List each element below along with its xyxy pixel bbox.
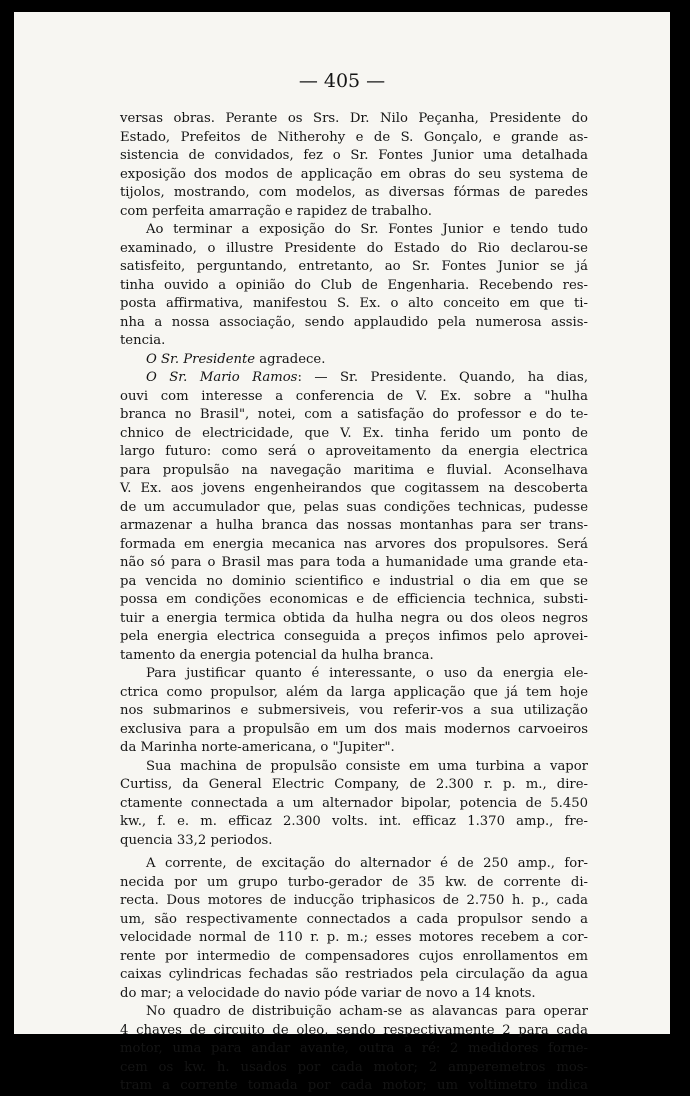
- text-line: tencia.: [120, 333, 166, 348]
- text-line: pa vencida no dominio scientifico e industrial o dia em que se: [120, 573, 588, 589]
- text-line: Ao terminar a exposição do Sr. Fontes Junior e tendo tudo: [146, 222, 588, 237]
- text-line: versas obras. Perante os Srs. Dr. Nilo Peçanha, Presidente do: [120, 111, 588, 126]
- text-line: largo futuro: como será o aproveitamento da energia electrica: [120, 444, 588, 459]
- text-line: formada em energia mecanica nas arvores dos propulsores. Será: [120, 536, 588, 552]
- text-line: branca no Brasil", notei, com a satisfação do professor e do te-: [120, 407, 588, 422]
- text-line: com perfeita amarração e rapidez de trabalho.: [120, 203, 432, 219]
- text-line: ctrica como propulsor, além da larga applicação que já tem hoje: [120, 684, 588, 700]
- text-line: [120, 351, 588, 370]
- speaker-text: : — Sr. Presidente. Quando, ha dias,: [297, 370, 589, 385]
- text-line: Para justificar quanto é interessante, o uso da energia ele-: [146, 666, 588, 681]
- text-line: sistencia de convidados, fez o Sr. Fontes Junior uma detalhada: [120, 148, 588, 163]
- text-line: velocidade normal de 110 r. p. m.; esses motores recebem a cor-: [120, 930, 588, 945]
- text-line: para propulsão na navegação maritima e fluvial. Aconselhava: [120, 462, 588, 478]
- text-line: tamento da energia potencial da hulha branca.: [120, 647, 434, 663]
- text-line: um, são respectivamente connectados a cada propulsor sendo a: [120, 911, 588, 927]
- text-line: ouvi com interesse a conferencia de V. Ex. sobre a "hulha: [120, 388, 588, 404]
- speaker-prefix: O Sr.: [146, 351, 184, 367]
- text-body: [120, 110, 588, 1096]
- text-line: V. Ex. aos jovens engenheirandos que cogitassem na descoberta: [120, 481, 588, 496]
- text-line: pela energia electrica conseguida a preços infimos pelo aprovei-: [120, 629, 588, 644]
- text-line: necida por um grupo turbo-gerador de 35 kw. de corrente di-: [120, 874, 588, 890]
- text-line: caixas cylindricas fechadas são restriados pela circulação da agua: [120, 967, 588, 982]
- text-line: exclusiva para a propulsão em um dos mais modernos carvoeiros: [120, 721, 588, 737]
- text-line: da Marinha norte-americana, o "Jupiter".: [120, 740, 395, 755]
- text-line: chnico de electricidade, que V. Ex. tinha ferido um ponto de: [120, 425, 588, 441]
- text-line: Sua machina de propulsão consiste em uma turbina a vapor: [146, 758, 588, 774]
- text-line: tinha ouvido a opinião do Club de Engenharia. Recebendo res-: [120, 277, 588, 293]
- text-line: [120, 369, 588, 388]
- document-page: [14, 12, 670, 1093]
- text-line: A corrente, de excitação do alternador é de 250 amp., for-: [146, 856, 588, 871]
- text-line: do mar; a velocidade do navio póde variar de novo a 14 knots.: [120, 985, 536, 1001]
- text-line: 4 chaves de circuito de oleo, sendo respectivamente 2 para cada: [120, 1022, 588, 1038]
- text-line: tuir a energia termica obtida da hulha negra ou dos oleos negros: [120, 610, 588, 626]
- text-line: kw., f. e. m. efficaz 2.300 volts. int. efficaz 1.370 amp., fre-: [120, 814, 588, 829]
- text-line: exposição dos modos de applicação em obras do seu systema de: [120, 166, 588, 182]
- text-line: rente por intermedio de compensadores cujos enrollamentos em: [120, 948, 588, 964]
- speaker-text: agradece.: [255, 351, 326, 367]
- text-line: Curtiss, da General Electric Company, de 2.300 r. p. m., dire-: [120, 777, 588, 792]
- text-line: ctamente connectada a um alternador bipolar, potencia de 5.450: [120, 795, 588, 811]
- text-line: cem os kw. h. usados por cada motor; 2 amperemetros mos-: [120, 1059, 588, 1075]
- speaker-name: Presidente: [183, 351, 256, 367]
- text-line: No quadro de distribuição acham-se as alavancas para operar: [146, 1004, 588, 1019]
- text-line: armazenar a hulha branca das nossas montanhas para ser trans-: [120, 518, 588, 533]
- speaker-name: Mario Ramos: [199, 370, 298, 385]
- text-line: nos submarinos e submersiveis, vou referir-vos a sua utilização: [120, 703, 588, 718]
- text-line: possa em condições economicas e de efficiencia technica, substi-: [120, 592, 588, 607]
- text-line: não só para o Brasil mas para toda a humanidade uma grande eta-: [120, 555, 588, 570]
- text-line: motor, uma para andar avante, outra a ré: 2 medidores forne-: [120, 1041, 588, 1056]
- speaker-prefix: O Sr.: [146, 370, 200, 385]
- text-line: nha a nossa associação, sendo applaudido pela numerosa assis-: [120, 314, 588, 330]
- text-line: Estado, Prefeitos de Nitherohy e de S. Gonçalo, e grande as-: [120, 129, 588, 145]
- text-line: de um accumulador que, pelas suas condições technicas, pudesse: [120, 499, 588, 515]
- text-line: tram a corrente tomada por cada motor; um voltimetro indica: [120, 1078, 588, 1093]
- text-line: quencia 33,2 periodos.: [120, 832, 273, 848]
- text-line: tijolos, mostrando, com modelos, as diversas fórmas de paredes: [120, 185, 588, 200]
- page-number: — 405 —: [298, 70, 386, 92]
- text-line: satisfeito, perguntando, entretanto, ao Sr. Fontes Junior se já: [120, 259, 588, 274]
- text-line: recta. Dous motores de inducção triphasicos de 2.750 h. p., cada: [120, 893, 588, 908]
- text-line: examinado, o illustre Presidente do Estado do Rio declarou-se: [120, 240, 588, 256]
- text-line: posta affirmativa, manifestou S. Ex. o alto conceito em que ti-: [120, 296, 588, 311]
